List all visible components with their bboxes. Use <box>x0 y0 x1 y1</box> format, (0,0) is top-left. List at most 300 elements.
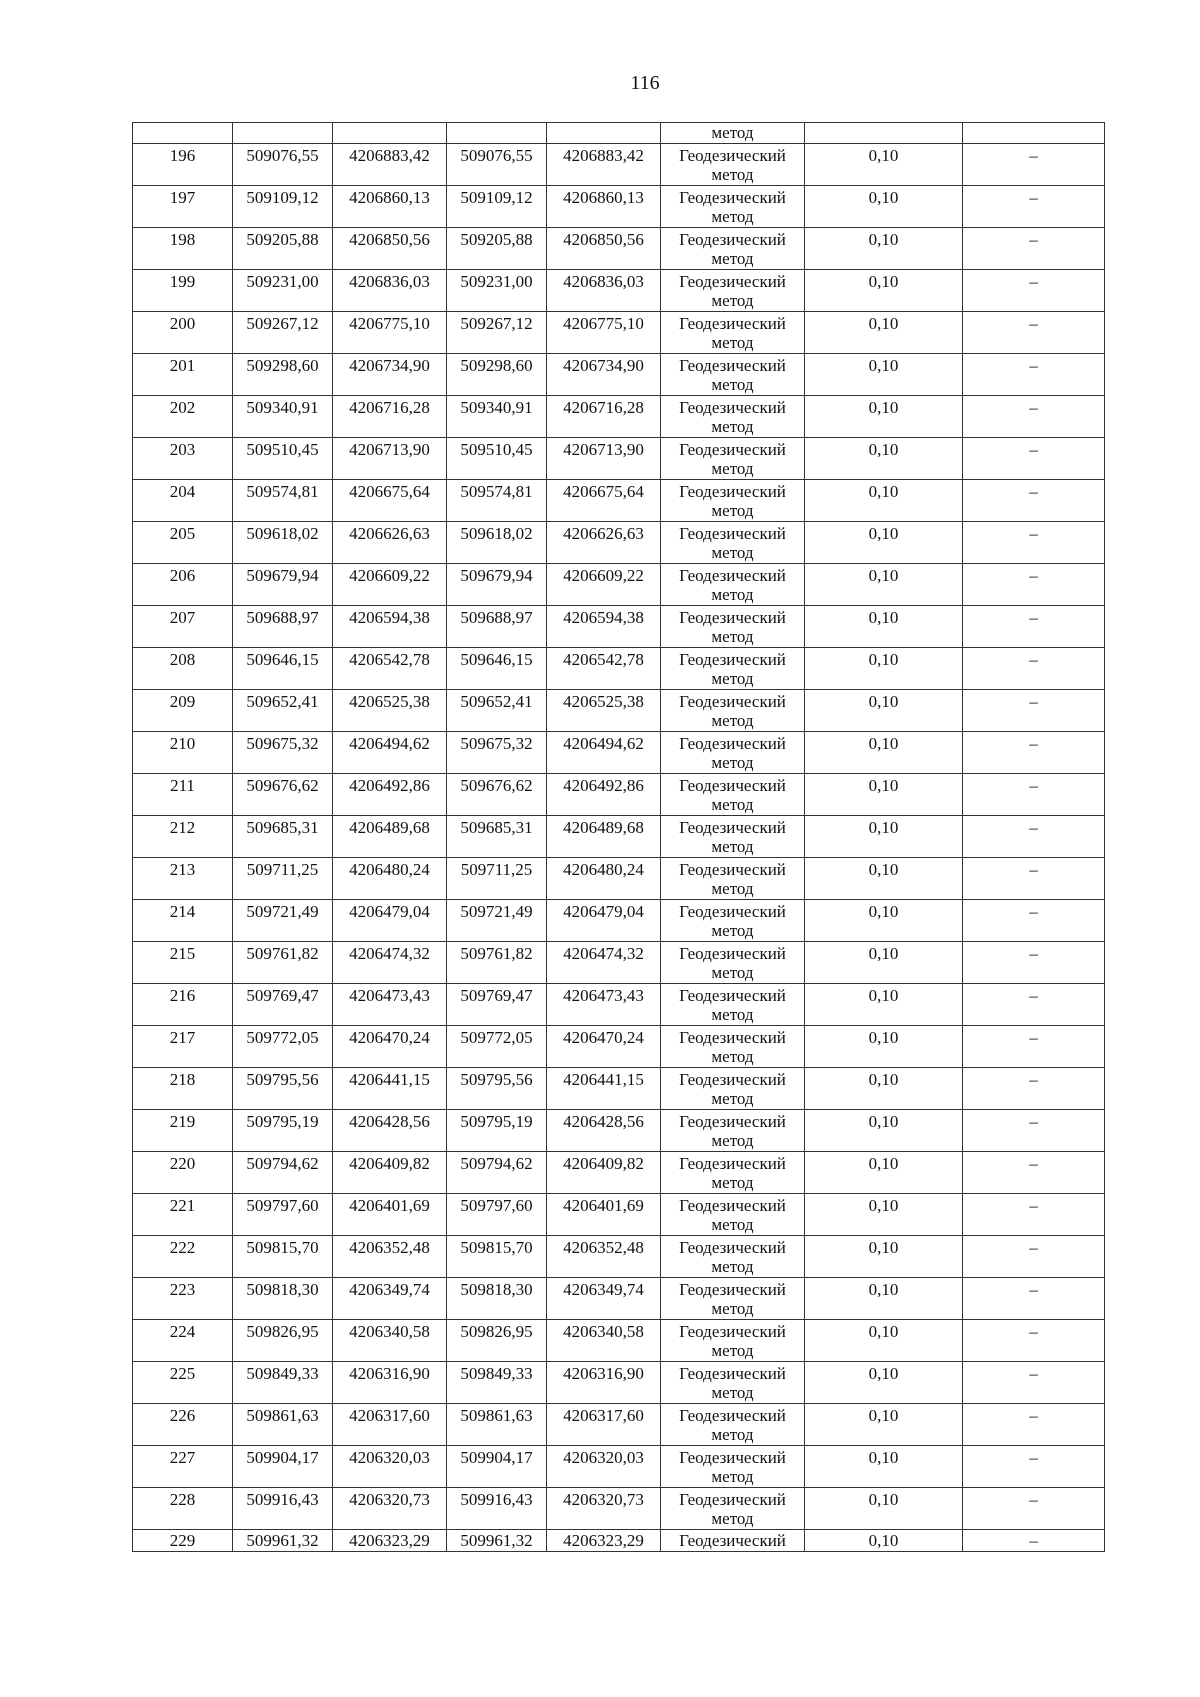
x-existing-cell: 509772,05 <box>233 1026 333 1068</box>
accuracy-cell: 0,10 <box>805 1530 963 1552</box>
page-number: 116 <box>630 72 660 94</box>
accuracy-cell: 0,10 <box>805 1026 963 1068</box>
method-line-2: метод <box>711 501 754 520</box>
description-cell: – <box>963 144 1105 186</box>
x-existing-cell: 509795,19 <box>233 1110 333 1152</box>
x-existing-cell: 509340,91 <box>233 396 333 438</box>
y-refined-cell: 4206441,15 <box>547 1068 661 1110</box>
point-number-cell: 196 <box>133 144 233 186</box>
y-refined-cell: 4206409,82 <box>547 1152 661 1194</box>
accuracy-cell: 0,10 <box>805 1446 963 1488</box>
accuracy-cell: 0,10 <box>805 186 963 228</box>
accuracy-cell: 0,10 <box>805 774 963 816</box>
description-cell: – <box>963 1194 1105 1236</box>
description-cell: – <box>963 984 1105 1026</box>
x-refined-cell: 509685,31 <box>447 816 547 858</box>
method-line-2: метод <box>711 1257 754 1276</box>
x-refined-cell: 509646,15 <box>447 648 547 690</box>
table-row <box>133 606 1105 648</box>
x-refined-cell: 509794,62 <box>447 1152 547 1194</box>
y-existing-cell: 4206428,56 <box>333 1110 447 1152</box>
x-refined-cell: 509795,56 <box>447 1068 547 1110</box>
method-cell <box>661 1320 805 1362</box>
table-row <box>133 1320 1105 1362</box>
x-refined-cell: 509688,97 <box>447 606 547 648</box>
x-refined-cell: 509849,33 <box>447 1362 547 1404</box>
y-existing-cell: 4206480,24 <box>333 858 447 900</box>
method-line-2: метод <box>711 1425 754 1444</box>
x-existing-cell: 509761,82 <box>233 942 333 984</box>
method-line-1: Геодезический <box>679 902 786 921</box>
x-existing-cell: 509231,00 <box>233 270 333 312</box>
method-line-1: Геодезический <box>679 776 786 795</box>
method-line-1: Геодезический <box>679 860 786 879</box>
method-cell <box>661 354 805 396</box>
accuracy-cell: 0,10 <box>805 1278 963 1320</box>
method-line-1: Геодезический <box>679 650 786 669</box>
method-cell <box>661 144 805 186</box>
point-number-cell: 219 <box>133 1110 233 1152</box>
table-row <box>133 774 1105 816</box>
y-refined-cell: 4206734,90 <box>547 354 661 396</box>
x-existing-cell: 509574,81 <box>233 480 333 522</box>
y-existing-cell: 4206340,58 <box>333 1320 447 1362</box>
table-row <box>133 1404 1105 1446</box>
x-existing-cell: 509815,70 <box>233 1236 333 1278</box>
method-line-2: метод <box>711 1089 754 1108</box>
method-cell <box>661 1194 805 1236</box>
method-line-1: Геодезический <box>679 314 786 333</box>
method-line-1: Геодезический <box>679 1070 786 1089</box>
point-number-cell: 223 <box>133 1278 233 1320</box>
point-number-cell: 206 <box>133 564 233 606</box>
y-existing-cell: 4206883,42 <box>333 144 447 186</box>
x-existing-cell: 509861,63 <box>233 1404 333 1446</box>
method-line-1: Геодезический <box>679 230 786 249</box>
point-number-cell: 228 <box>133 1488 233 1530</box>
method-line-2: метод <box>711 1341 754 1360</box>
method-cell <box>661 1404 805 1446</box>
accuracy-cell: 0,10 <box>805 1320 963 1362</box>
y-refined-cell: 4206340,58 <box>547 1320 661 1362</box>
x-existing-cell: 509797,60 <box>233 1194 333 1236</box>
method-cell <box>661 1488 805 1530</box>
x-refined-cell: 509721,49 <box>447 900 547 942</box>
x-existing-cell: 509679,94 <box>233 564 333 606</box>
method-cell <box>661 480 805 522</box>
table-row <box>133 816 1105 858</box>
x-refined-cell: 509826,95 <box>447 1320 547 1362</box>
y-existing-cell: 4206542,78 <box>333 648 447 690</box>
point-number-cell: 220 <box>133 1152 233 1194</box>
y-refined-cell: 4206320,73 <box>547 1488 661 1530</box>
description-cell: – <box>963 312 1105 354</box>
y-refined-cell: 4206349,74 <box>547 1278 661 1320</box>
method-cell: метод <box>661 123 805 144</box>
y-refined-cell: 4206860,13 <box>547 186 661 228</box>
accuracy-cell: 0,10 <box>805 1194 963 1236</box>
method-line-1: Геодезический <box>679 1490 786 1509</box>
method-cell <box>661 648 805 690</box>
method-cell <box>661 1026 805 1068</box>
accuracy-cell: 0,10 <box>805 522 963 564</box>
x-existing-cell: 509675,32 <box>233 732 333 774</box>
point-number-cell: 209 <box>133 690 233 732</box>
method-line-2: метод <box>711 1215 754 1234</box>
x-refined-cell: 509298,60 <box>447 354 547 396</box>
method-line-1: Геодезический <box>679 356 786 375</box>
method-cell <box>661 312 805 354</box>
method-line-1: Геодезический <box>679 482 786 501</box>
method-cell <box>661 186 805 228</box>
method-line-1: Геодезический <box>679 692 786 711</box>
point-number-cell: 198 <box>133 228 233 270</box>
y-refined-cell: 4206542,78 <box>547 648 661 690</box>
method-line-2: метод <box>711 249 754 268</box>
accuracy-cell: 0,10 <box>805 1362 963 1404</box>
method-line-1: Геодезический <box>679 1364 786 1383</box>
method-line-1: Геодезический <box>679 1322 786 1341</box>
y-existing-cell: 4206470,24 <box>333 1026 447 1068</box>
accuracy-cell: 0,10 <box>805 816 963 858</box>
x-refined-cell: 509797,60 <box>447 1194 547 1236</box>
method-line-2: метод <box>711 1509 754 1528</box>
point-number-cell: 197 <box>133 186 233 228</box>
method-line-1: Геодезический <box>679 272 786 291</box>
accuracy-cell: 0,10 <box>805 438 963 480</box>
table-row <box>133 1110 1105 1152</box>
accuracy-cell: 0,10 <box>805 1068 963 1110</box>
x-refined-cell: 509675,32 <box>447 732 547 774</box>
y-existing-cell: 4206401,69 <box>333 1194 447 1236</box>
method-line-1: Геодезический <box>679 524 786 543</box>
method-cell <box>661 1362 805 1404</box>
x-refined-cell: 509076,55 <box>447 144 547 186</box>
description-cell: – <box>963 186 1105 228</box>
accuracy-cell: 0,10 <box>805 1488 963 1530</box>
point-number-cell: 210 <box>133 732 233 774</box>
accuracy-cell: 0,10 <box>805 858 963 900</box>
x-refined-cell: 509676,62 <box>447 774 547 816</box>
table-row <box>133 1446 1105 1488</box>
x-existing-cell: 509688,97 <box>233 606 333 648</box>
description-cell: – <box>963 900 1105 942</box>
x-refined-cell: 509769,47 <box>447 984 547 1026</box>
method-cell <box>661 564 805 606</box>
method-cell <box>661 396 805 438</box>
method-line-2: метод <box>711 963 754 982</box>
table-row <box>133 648 1105 690</box>
description-cell: – <box>963 1278 1105 1320</box>
method-line-2: метод <box>711 1467 754 1486</box>
point-number-cell: 208 <box>133 648 233 690</box>
x-refined-cell: 509795,19 <box>447 1110 547 1152</box>
point-number-cell: 221 <box>133 1194 233 1236</box>
description-cell: – <box>963 1320 1105 1362</box>
x-existing-cell: 509676,62 <box>233 774 333 816</box>
method-cell <box>661 1110 805 1152</box>
description-cell: – <box>963 564 1105 606</box>
point-number-cell: 213 <box>133 858 233 900</box>
y-existing-cell: 4206479,04 <box>333 900 447 942</box>
method-cell <box>661 1446 805 1488</box>
table-row <box>133 522 1105 564</box>
x-existing-cell: 509904,17 <box>233 1446 333 1488</box>
y-existing-cell: 4206316,90 <box>333 1362 447 1404</box>
description-cell: – <box>963 1488 1105 1530</box>
y-refined-cell: 4206675,64 <box>547 480 661 522</box>
method-cell <box>661 732 805 774</box>
method-line-2: метод <box>711 1047 754 1066</box>
table-row <box>133 228 1105 270</box>
table-row <box>133 1194 1105 1236</box>
description-cell: – <box>963 354 1105 396</box>
description-cell: – <box>963 648 1105 690</box>
y-refined-cell: 4206489,68 <box>547 816 661 858</box>
point-number-cell: 229 <box>133 1530 233 1552</box>
method-cell <box>661 1152 805 1194</box>
point-number-cell: 215 <box>133 942 233 984</box>
accuracy-cell: 0,10 <box>805 312 963 354</box>
x-refined-cell: 509772,05 <box>447 1026 547 1068</box>
coordinates-table <box>132 122 1105 1552</box>
x-existing-cell: 509826,95 <box>233 1320 333 1362</box>
method-line-2: метод <box>711 1299 754 1318</box>
point-number-cell: 212 <box>133 816 233 858</box>
accuracy-cell: 0,10 <box>805 732 963 774</box>
method-line-1: Геодезический <box>679 1028 786 1047</box>
table-row <box>133 1488 1105 1530</box>
point-number-cell: 217 <box>133 1026 233 1068</box>
x-existing-cell: 509652,41 <box>233 690 333 732</box>
description-cell: – <box>963 942 1105 984</box>
description-cell: – <box>963 1404 1105 1446</box>
accuracy-cell: 0,10 <box>805 354 963 396</box>
x-existing-cell: 509510,45 <box>233 438 333 480</box>
description-cell: – <box>963 774 1105 816</box>
y-refined-cell: 4206525,38 <box>547 690 661 732</box>
method-cell <box>661 270 805 312</box>
table-row <box>133 144 1105 186</box>
point-number-cell: 211 <box>133 774 233 816</box>
method-line-2: метод <box>711 837 754 856</box>
x-refined-cell: 509818,30 <box>447 1278 547 1320</box>
x-existing-cell: 509769,47 <box>233 984 333 1026</box>
y-existing-cell: 4206441,15 <box>333 1068 447 1110</box>
description-cell: – <box>963 1446 1105 1488</box>
accuracy-cell: 0,10 <box>805 1404 963 1446</box>
point-number-cell: 202 <box>133 396 233 438</box>
y-refined-cell: 4206401,69 <box>547 1194 661 1236</box>
method-line-2: метод <box>711 207 754 226</box>
table-row <box>133 984 1105 1026</box>
x-existing-cell: 509721,49 <box>233 900 333 942</box>
accuracy-cell: 0,10 <box>805 228 963 270</box>
method-line-2: метод <box>711 711 754 730</box>
y-existing-cell: 4206349,74 <box>333 1278 447 1320</box>
accuracy-cell: 0,10 <box>805 1152 963 1194</box>
x-existing-cell: 509794,62 <box>233 1152 333 1194</box>
accuracy-cell: 0,10 <box>805 1236 963 1278</box>
accuracy-cell: 0,10 <box>805 690 963 732</box>
table-row <box>133 396 1105 438</box>
continued-row <box>133 123 1105 144</box>
description-cell: – <box>963 396 1105 438</box>
method-line-1: Геодезический <box>679 146 786 165</box>
y-refined-cell: 4206470,24 <box>547 1026 661 1068</box>
y-refined-cell: 4206316,90 <box>547 1362 661 1404</box>
method-line-2: метод <box>711 1173 754 1192</box>
y-refined-cell: 4206428,56 <box>547 1110 661 1152</box>
point-number-cell: 222 <box>133 1236 233 1278</box>
description-cell: – <box>963 522 1105 564</box>
y-existing-cell: 4206494,62 <box>333 732 447 774</box>
y-refined-cell: 4206317,60 <box>547 1404 661 1446</box>
description-cell: – <box>963 816 1105 858</box>
x-existing-cell: 509795,56 <box>233 1068 333 1110</box>
description-cell: – <box>963 858 1105 900</box>
x-existing-cell: 509205,88 <box>233 228 333 270</box>
method-line-1: Геодезический <box>679 1280 786 1299</box>
accuracy-cell: 0,10 <box>805 564 963 606</box>
x-refined-cell: 509205,88 <box>447 228 547 270</box>
x-existing-cell: 509961,32 <box>233 1530 333 1552</box>
y-refined-cell: 4206775,10 <box>547 312 661 354</box>
x-refined-cell: 509618,02 <box>447 522 547 564</box>
accuracy-cell: 0,10 <box>805 480 963 522</box>
table-row <box>133 1152 1105 1194</box>
point-number-cell: 199 <box>133 270 233 312</box>
x-refined-cell: 509574,81 <box>447 480 547 522</box>
y-existing-cell: 4206317,60 <box>333 1404 447 1446</box>
y-existing-cell: 4206734,90 <box>333 354 447 396</box>
method-cell <box>661 1530 805 1552</box>
method-line-1: Геодезический <box>679 608 786 627</box>
method-line-1: Геодезический <box>679 1531 786 1550</box>
description-cell: – <box>963 1362 1105 1404</box>
method-cell <box>661 942 805 984</box>
point-number-cell: 205 <box>133 522 233 564</box>
y-existing-cell: 4206489,68 <box>333 816 447 858</box>
y-existing-cell: 4206409,82 <box>333 1152 447 1194</box>
method-line-1: Геодезический <box>679 1196 786 1215</box>
x-refined-cell: 509916,43 <box>447 1488 547 1530</box>
y-existing-cell: 4206836,03 <box>333 270 447 312</box>
table-row <box>133 1278 1105 1320</box>
method-line-1: Геодезический <box>679 1112 786 1131</box>
y-existing-cell: 4206675,64 <box>333 480 447 522</box>
table-row <box>133 1026 1105 1068</box>
method-line-2: метод <box>711 669 754 688</box>
accuracy-cell: 0,10 <box>805 144 963 186</box>
method-line-2: метод <box>711 1131 754 1150</box>
y-existing-cell: 4206320,03 <box>333 1446 447 1488</box>
x-existing-cell: 509685,31 <box>233 816 333 858</box>
method-line-2: метод <box>711 627 754 646</box>
point-number-cell: 218 <box>133 1068 233 1110</box>
y-existing-cell: 4206609,22 <box>333 564 447 606</box>
y-existing-cell: 4206626,63 <box>333 522 447 564</box>
method-line-1: Геодезический <box>679 440 786 459</box>
x-refined-cell: 509109,12 <box>447 186 547 228</box>
point-number-cell: 214 <box>133 900 233 942</box>
method-line-1: Геодезический <box>679 1154 786 1173</box>
y-refined-cell: 4206474,32 <box>547 942 661 984</box>
y-existing-cell: 4206713,90 <box>333 438 447 480</box>
description-cell: – <box>963 1530 1105 1552</box>
x-refined-cell: 509711,25 <box>447 858 547 900</box>
x-existing-cell: 509076,55 <box>233 144 333 186</box>
y-refined-cell: 4206494,62 <box>547 732 661 774</box>
method-line-2: метод <box>711 1005 754 1024</box>
method-cell <box>661 690 805 732</box>
x-existing-cell: 509109,12 <box>233 186 333 228</box>
method-line-1: Геодезический <box>679 188 786 207</box>
y-refined-cell: 4206626,63 <box>547 522 661 564</box>
x-existing-cell: 509916,43 <box>233 1488 333 1530</box>
method-cell <box>661 984 805 1026</box>
method-line-2: метод <box>711 375 754 394</box>
table-row <box>133 270 1105 312</box>
y-refined-cell: 4206492,86 <box>547 774 661 816</box>
y-existing-cell: 4206320,73 <box>333 1488 447 1530</box>
y-refined-cell: 4206850,56 <box>547 228 661 270</box>
method-line-2: метод <box>711 291 754 310</box>
description-cell: – <box>963 270 1105 312</box>
description-cell: – <box>963 606 1105 648</box>
method-cell <box>661 522 805 564</box>
table-row <box>133 690 1105 732</box>
description-cell: – <box>963 480 1105 522</box>
method-line-1: Геодезический <box>679 1448 786 1467</box>
point-number-cell: 226 <box>133 1404 233 1446</box>
x-refined-cell: 509267,12 <box>447 312 547 354</box>
description-cell: – <box>963 732 1105 774</box>
table-row <box>133 1236 1105 1278</box>
x-refined-cell: 509652,41 <box>447 690 547 732</box>
y-refined-cell: 4206594,38 <box>547 606 661 648</box>
description-cell: – <box>963 1068 1105 1110</box>
y-refined-cell: 4206320,03 <box>547 1446 661 1488</box>
method-cell <box>661 900 805 942</box>
y-refined-cell: 4206480,24 <box>547 858 661 900</box>
y-refined-cell: 4206883,42 <box>547 144 661 186</box>
method-line-1: Геодезический <box>679 1406 786 1425</box>
method-cell <box>661 1236 805 1278</box>
method-line-2: метод <box>711 795 754 814</box>
y-refined-cell: 4206473,43 <box>547 984 661 1026</box>
description-cell: – <box>963 228 1105 270</box>
table-row <box>133 438 1105 480</box>
method-line-2: метод <box>711 417 754 436</box>
y-existing-cell: 4206775,10 <box>333 312 447 354</box>
y-refined-cell: 4206352,48 <box>547 1236 661 1278</box>
x-refined-cell: 509761,82 <box>447 942 547 984</box>
accuracy-cell: 0,10 <box>805 270 963 312</box>
description-cell: – <box>963 1026 1105 1068</box>
table-row <box>133 732 1105 774</box>
method-line-2: метод <box>711 753 754 772</box>
x-existing-cell: 509298,60 <box>233 354 333 396</box>
table-row <box>133 942 1105 984</box>
x-existing-cell: 509711,25 <box>233 858 333 900</box>
x-refined-cell: 509510,45 <box>447 438 547 480</box>
method-line-1: Геодезический <box>679 398 786 417</box>
accuracy-cell: 0,10 <box>805 648 963 690</box>
method-line-2: метод <box>711 879 754 898</box>
description-cell: – <box>963 1110 1105 1152</box>
method-line-2: метод <box>711 921 754 940</box>
